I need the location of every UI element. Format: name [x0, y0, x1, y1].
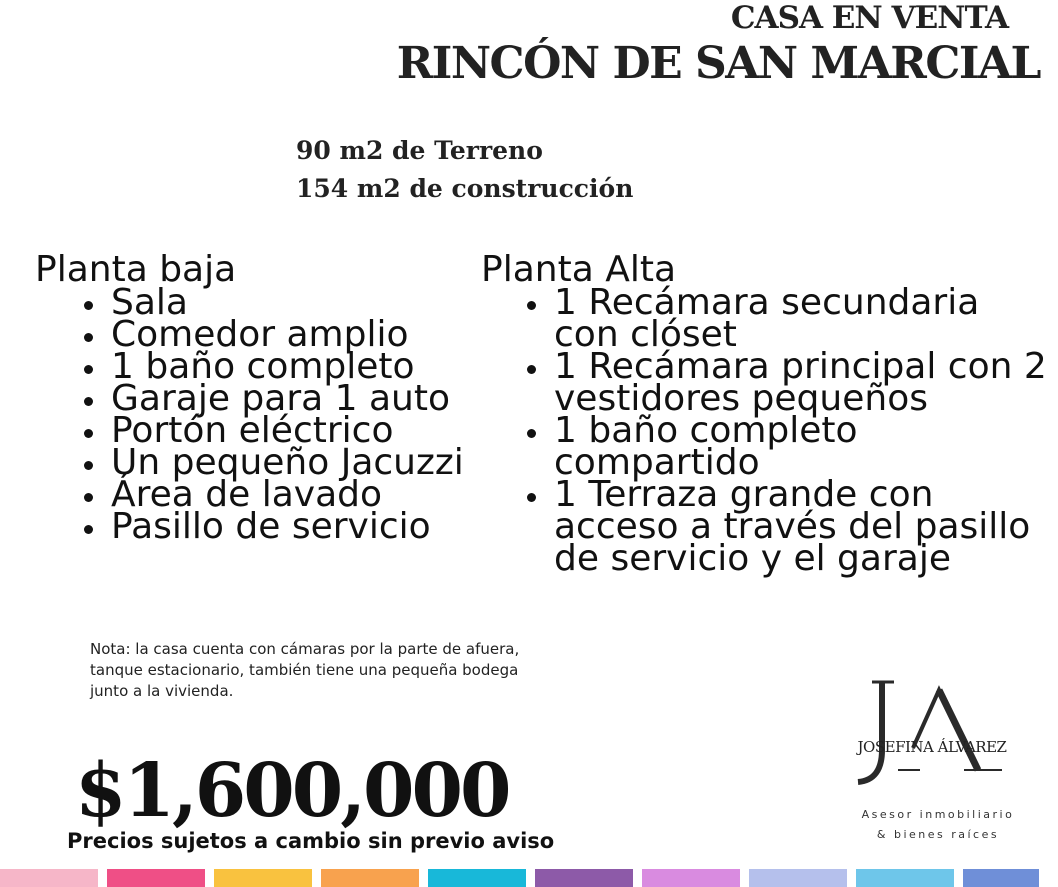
- upper-floor-section: [481, 249, 1051, 579]
- ground-floor-section: [35, 249, 495, 547]
- list-item: Área de lavado: [80, 479, 495, 511]
- color-stripe: [749, 869, 847, 887]
- list-item: 1 Recámara secundaria con clóset: [523, 287, 1051, 351]
- upper-floor-list: [523, 282, 1051, 579]
- upper-floor-heading: Planta Alta: [481, 249, 677, 290]
- list-item: 1 baño completo compartido: [523, 415, 1051, 479]
- color-stripe: [535, 869, 633, 887]
- land-area: 90 m2 de Terreno: [296, 136, 543, 165]
- color-stripe: [107, 869, 205, 887]
- list-item: Portón eléctrico: [80, 415, 495, 447]
- color-stripe: [214, 869, 312, 887]
- color-stripe: [321, 869, 419, 887]
- agent-name: JOSEFINA ÁLVAREZ: [857, 738, 1007, 756]
- price: $1,600,000: [75, 748, 509, 834]
- ground-floor-heading: Planta baja: [35, 249, 237, 290]
- property-specs: [296, 132, 633, 208]
- note-text: Nota: la casa cuenta con cámaras por la parte de afuera, tanque estacionario, también tiene una pequeña bodega junto a la vivienda.: [90, 640, 520, 700]
- price-disclaimer: Precios sujetos a cambio sin previo aviso: [67, 829, 555, 853]
- color-stripe: [642, 869, 740, 887]
- color-stripe: [856, 869, 954, 887]
- color-stripe-bar: [0, 869, 1058, 887]
- listing-title-location: RINCÓN DE SAN MARCIAL: [396, 38, 1040, 89]
- list-item: Un pequeño Jacuzzi: [80, 447, 495, 479]
- list-item: Comedor amplio: [80, 319, 495, 351]
- agent-tagline-secondary: & bienes raíces: [876, 828, 1000, 841]
- list-item: 1 Terraza grande con acceso a través del pasillo de servicio y el garaje: [523, 479, 1051, 575]
- listing-title-top: CASA EN VENTA: [730, 0, 1008, 36]
- ground-floor-list: [80, 282, 495, 547]
- construction-area: 154 m2 de construcción: [296, 174, 634, 203]
- list-item: Sala: [80, 287, 495, 319]
- color-stripe: [428, 869, 526, 887]
- agent-tagline: Asesor inmobiliario: [861, 808, 1015, 821]
- list-item: Garaje para 1 auto: [80, 383, 495, 415]
- agent-logo: [838, 678, 1038, 848]
- color-stripe: [0, 869, 98, 887]
- ja-monogram-logo: [838, 678, 1038, 788]
- list-item: 1 baño completo: [80, 351, 495, 383]
- list-item: Pasillo de servicio: [80, 511, 495, 543]
- color-stripe: [963, 869, 1039, 887]
- list-item: 1 Recámara principal con 2 vestidores pequeños: [523, 351, 1051, 415]
